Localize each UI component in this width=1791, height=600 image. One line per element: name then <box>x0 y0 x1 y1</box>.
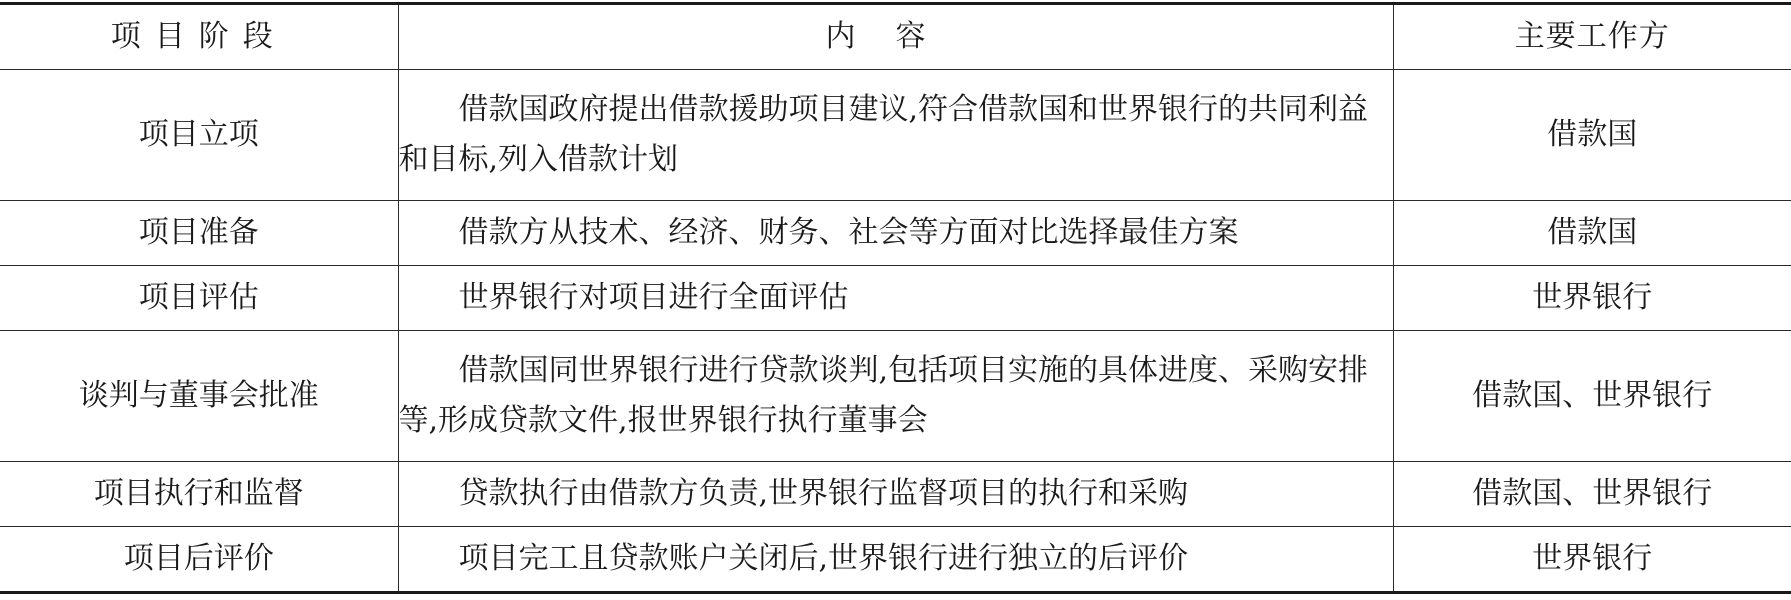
header-stage: 项目阶段 <box>0 4 398 70</box>
content-cell: 项目完工且贷款账户关闭后,世界银行进行独立的后评价 <box>398 527 1393 593</box>
content-cell: 借款国同世界银行进行贷款谈判,包括项目实施的具体进度、采购安排等,形成贷款文件,报世界银行执行董事会 <box>398 331 1393 462</box>
party-cell: 借款国 <box>1393 201 1791 266</box>
party-cell: 借款国 <box>1393 70 1791 201</box>
table-row <box>0 527 1791 593</box>
party-cell: 借款国、世界银行 <box>1393 331 1791 462</box>
table-row <box>0 331 1791 462</box>
party-cell: 借款国、世界银行 <box>1393 462 1791 527</box>
table-row <box>0 266 1791 331</box>
table-header-row <box>0 4 1791 70</box>
stage-cell: 项目准备 <box>0 201 398 266</box>
table-row <box>0 70 1791 201</box>
content-cell: 借款国政府提出借款援助项目建议,符合借款国和世界银行的共同利益和目标,列入借款计划 <box>398 70 1393 201</box>
header-party: 主要工作方 <box>1393 4 1791 70</box>
stage-cell: 项目立项 <box>0 70 398 201</box>
stage-cell: 项目后评价 <box>0 527 398 593</box>
party-cell: 世界银行 <box>1393 266 1791 331</box>
stage-cell: 项目执行和监督 <box>0 462 398 527</box>
table-row <box>0 201 1791 266</box>
stage-cell: 项目评估 <box>0 266 398 331</box>
content-cell: 借款方从技术、经济、财务、社会等方面对比选择最佳方案 <box>398 201 1393 266</box>
content-cell: 贷款执行由借款方负责,世界银行监督项目的执行和采购 <box>398 462 1393 527</box>
party-cell: 世界银行 <box>1393 527 1791 593</box>
content-cell: 世界银行对项目进行全面评估 <box>398 266 1393 331</box>
table-row <box>0 462 1791 527</box>
header-content: 内容 <box>398 4 1393 70</box>
project-stage-table <box>0 2 1791 594</box>
stage-cell: 谈判与董事会批准 <box>0 331 398 462</box>
